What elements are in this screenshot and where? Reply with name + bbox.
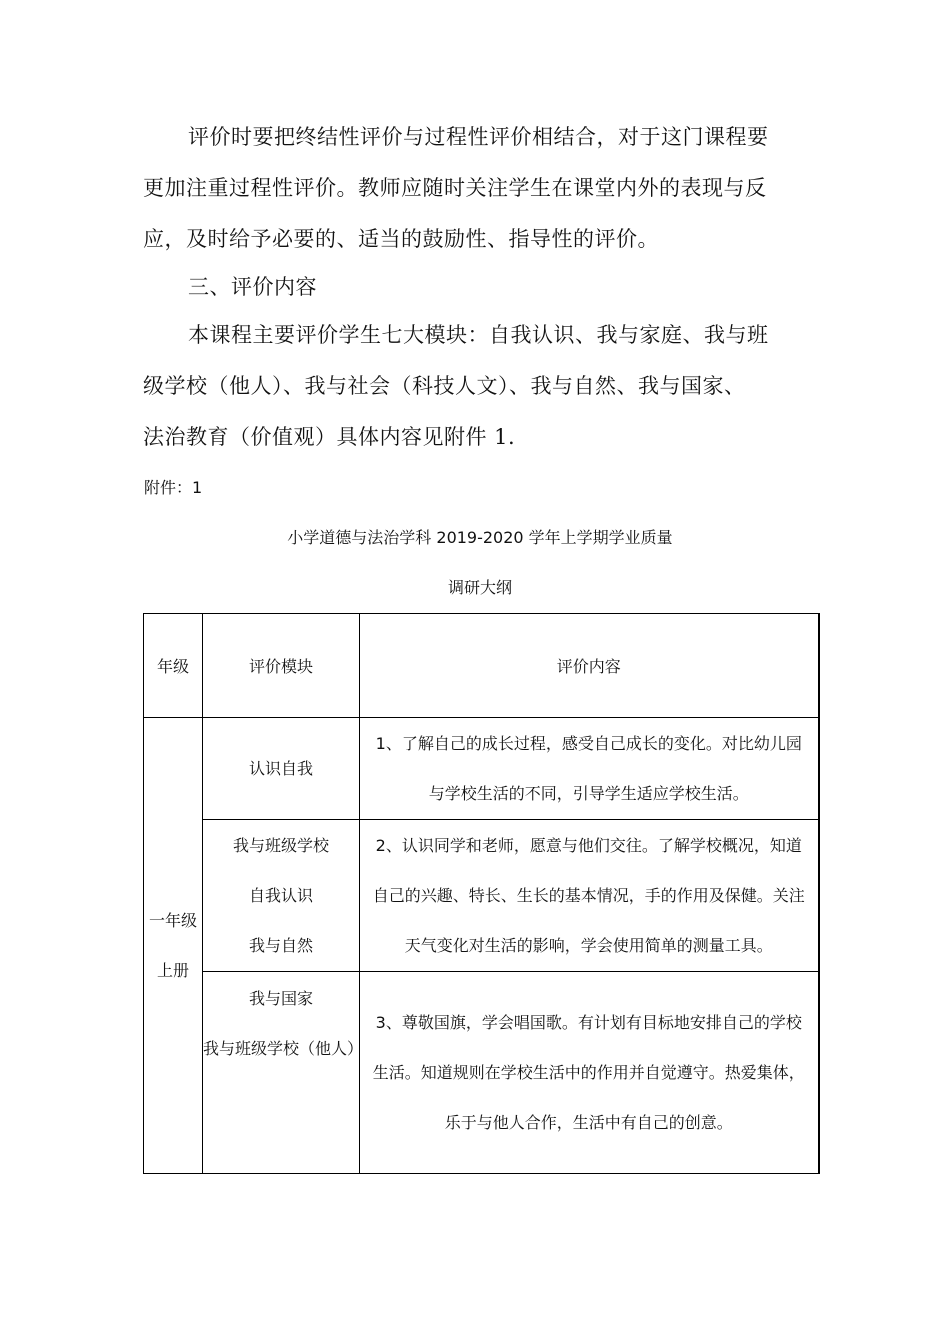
module-text: 我与班级学校: [232, 835, 329, 855]
paragraph-evaluation-method: [143, 112, 807, 265]
heading-text: 三、评价内容: [188, 275, 317, 299]
table-title-line1: 小学道德与法治学科 2019-2020 学年上学期学业质量: [287, 528, 673, 547]
header-grade: 年级: [144, 614, 203, 718]
content-line: 3、尊敬国旗，学会唱国歌。有计划有目标地安排自己的学校: [375, 1012, 802, 1032]
content-line: 1、了解自己的成长过程，感受自己成长的变化。对比幼儿园: [375, 733, 802, 753]
table-row: [144, 820, 819, 972]
attachment-label: 附件：1: [144, 478, 203, 497]
grade-text: 上册: [156, 960, 189, 980]
module-text: 我与自然: [248, 935, 313, 955]
header-module: 评价模块: [203, 614, 360, 718]
content-line: 生活。知道规则在学校生活中的作用并自觉遵守。热爱集体，: [372, 1062, 805, 1082]
text-line: 评价时要把终结性评价与过程性评价相结合，对于这门课程要: [188, 125, 769, 149]
module-text: 我与国家: [248, 989, 313, 1008]
module-text: 自我认识: [248, 885, 313, 905]
module-cell: [203, 820, 360, 972]
paragraph-evaluation-content: [143, 310, 807, 463]
header-content: 评价内容: [360, 614, 819, 718]
text-line: 级学校（他人）、我与社会（科技人文）、我与自然、我与国家、: [143, 374, 746, 398]
table-row: [144, 718, 819, 820]
module-cell: [203, 718, 360, 820]
content-line: 与学校生活的不同，引导学生适应学校生活。: [428, 783, 749, 803]
content-line: 自己的兴趣、特长、生长的基本情况，手的作用及保健。关注: [372, 885, 805, 905]
module-cell: [203, 972, 364, 1174]
grade-text: 一年级: [148, 910, 197, 930]
module-text: 认识自我: [248, 758, 313, 778]
content-line: 天气变化对生活的影响，学会使用简单的测量工具。: [404, 935, 773, 955]
text-line: 应，及时给予必要的、适当的鼓励性、指导性的评价。: [143, 227, 659, 251]
text-line: 更加注重过程性评价。教师应随时关注学生在课堂内外的表现与反: [143, 176, 767, 200]
table-header-row: [144, 614, 819, 718]
content-cell: [360, 820, 819, 972]
content-cell: [360, 972, 819, 1174]
text-line: 本课程主要评价学生七大模块：自我认识、我与家庭、我与班: [188, 323, 769, 347]
content-line: 乐于与他人合作，生活中有自己的创意。: [444, 1112, 733, 1132]
module-text: 我与班级学校（他人）: [203, 1039, 364, 1058]
assessment-outline-table: [143, 613, 820, 1174]
section-heading: [143, 262, 807, 313]
grade-cell: [144, 718, 203, 1174]
content-line: 2、认识同学和老师，愿意与他们交往。了解学校概况，知道: [375, 835, 802, 855]
table-title-line2: 调研大纲: [447, 578, 512, 597]
content-cell: [360, 718, 819, 820]
text-line: 法治教育（价值观）具体内容见附件 1.: [143, 425, 516, 449]
table-row: [144, 972, 819, 1174]
